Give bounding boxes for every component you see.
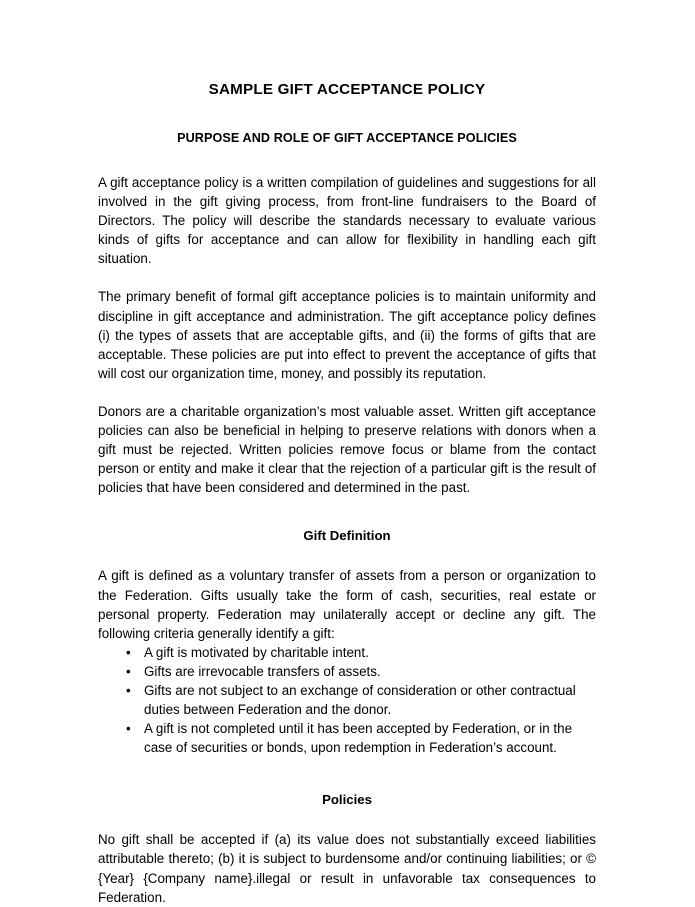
- list-item-text: A gift is motivated by charitable intent.: [144, 644, 369, 660]
- policies-body: No gift shall be accepted if (a) its value does not substantially exceed liabilities attributable thereto; (b) it is subject to burdensome and/or continuing liabilities; or © {Year} {Company name}.illegal or result in unfavorable tax consequences to Federation.: [98, 832, 596, 905]
- paragraph-intro-1: A gift acceptance policy is a written compilation of guidelines and suggestions for all involved in the gift giving process, from front-line fundraisers to the Board of Directors. The policy will describe the standards necessary to evaluate various kinds of gifts for acceptance and can allow for flexibility in handling each gift situation.: [98, 175, 596, 267]
- paragraph-intro-3: Donors are a charitable organization’s most valuable asset. Written gift acceptance policies can also be beneficial in helping to preserve relations with donors when a gift must be rejected. Written policies remove focus or blame from the contact person or entity and make it clear that the rejection of a particular gift is the result of policies that have been considered and determined in the past.: [98, 403, 596, 496]
- list-item: [98, 643, 596, 662]
- list-item-text: Gifts are irrevocable transfers of assets.: [144, 663, 381, 679]
- paragraph-intro-2: The primary benefit of formal gift acceptance policies is to maintain uniformity and discipline in gift acceptance and administration. The gift acceptance policy defines (i) the types of assets that are acceptable gifts, and (ii) the forms of gifts that are acceptable. These policies are put into effect to prevent the acceptance of gifts that will cost our organization time, money, and possibly its reputation.: [98, 289, 596, 381]
- bullet-icon: •: [126, 682, 131, 698]
- list-item-text: Gifts are not subject to an exchange of consideration or other contractual duties between Federation and the donor.: [144, 682, 576, 718]
- list-item: [98, 681, 596, 719]
- page-title: SAMPLE GIFT ACCEPTANCE POLICY: [208, 81, 486, 98]
- list-item: [98, 662, 596, 681]
- gift-definition-body: A gift is defined as a voluntary transfer of assets from a person or organization to the Federation. Gifts usually take the form of cash, securities, real estate or personal property. Federation may unilaterally accept or decline any gift. The following criteria generally identify a gift:: [98, 568, 596, 641]
- document-body: [98, 0, 596, 907]
- bullet-icon: •: [126, 644, 131, 660]
- bullet-icon: •: [126, 663, 131, 679]
- gift-criteria-list: [98, 643, 596, 758]
- purpose-section-heading: PURPOSE AND ROLE OF GIFT ACCEPTANCE POLICIES: [177, 131, 517, 145]
- list-item-text: A gift is not completed until it has been accepted by Federation, or in the case of securities or bonds, upon redemption in Federation’s account.: [144, 721, 573, 756]
- bullet-icon: •: [126, 721, 131, 737]
- list-item: [98, 719, 596, 757]
- policies-heading: Policies: [322, 792, 372, 808]
- gift-definition-heading: Gift Definition: [303, 528, 391, 544]
